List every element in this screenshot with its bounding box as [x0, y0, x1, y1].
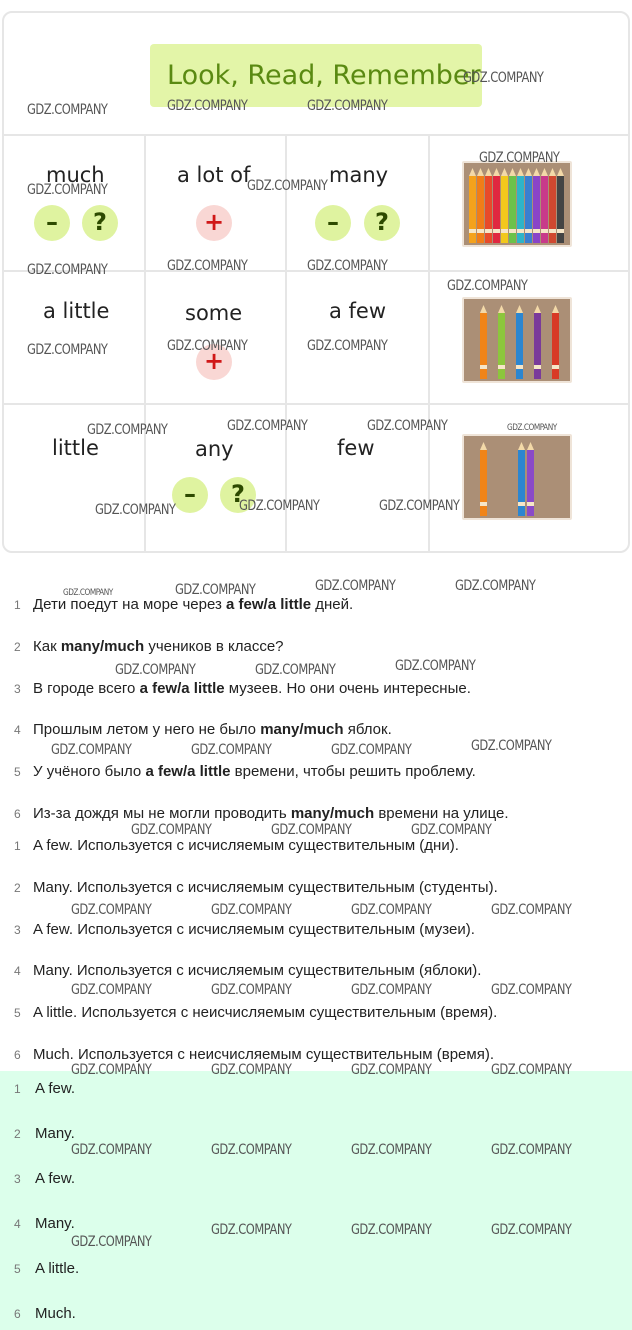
pencils-icon [464, 299, 570, 381]
watermark: GDZ.COMPANY [455, 578, 536, 594]
divider [428, 136, 430, 552]
pencil-tip-icon [552, 305, 559, 313]
pencil-band-icon [485, 229, 492, 233]
pencil-band-icon [534, 365, 541, 369]
answers-panel [0, 1071, 632, 1330]
pencil-tip-icon [533, 168, 540, 176]
watermark: GDZ.COMPANY [27, 342, 108, 358]
pencil-tip-icon [516, 305, 523, 313]
watermark: GDZ.COMPANY [27, 262, 108, 278]
pencil-tip-icon [517, 168, 524, 176]
watermark: GDZ.COMPANY [351, 982, 432, 998]
watermark: GDZ.COMPANY [27, 182, 108, 198]
page-title: Look, Read, Remember [150, 44, 482, 107]
pencil-tip-icon [498, 305, 505, 313]
watermark: GDZ.COMPANY [463, 70, 544, 86]
pencil-band-icon [533, 229, 540, 233]
watermark: GDZ.COMPANY [247, 178, 328, 194]
pencil-tip-icon [493, 168, 500, 176]
watermark: GDZ.COMPANY [491, 902, 572, 918]
watermark: GDZ.COMPANY [271, 822, 352, 838]
watermark: GDZ.COMPANY [175, 582, 256, 598]
pencil-tip-icon [480, 442, 487, 450]
watermark: GDZ.COMPANY [51, 742, 132, 758]
pencil-icon [480, 450, 487, 516]
pencil-tip-icon [477, 168, 484, 176]
word-a-little: a little [43, 299, 110, 323]
watermark: GDZ.COMPANY [479, 150, 560, 166]
pencil-icon [480, 313, 487, 379]
watermark: GDZ.COMPANY [255, 662, 336, 678]
pencil-tip-icon [469, 168, 476, 176]
watermark: GDZ.COMPANY [411, 822, 492, 838]
watermark: GDZ.COMPANY [95, 502, 176, 518]
watermark: GDZ.COMPANY [307, 338, 388, 354]
word-a-lot-of: a lot of [177, 163, 251, 187]
pencil-tip-icon [541, 168, 548, 176]
watermark: GDZ.COMPANY [491, 1062, 572, 1078]
divider [285, 136, 287, 552]
divider [2, 134, 630, 136]
watermark: GDZ.COMPANY [395, 658, 476, 674]
pencil-band-icon [525, 229, 532, 233]
pencil-band-icon [493, 229, 500, 233]
watermark: GDZ.COMPANY [491, 982, 572, 998]
pencil-icon [552, 313, 559, 379]
watermark: GDZ.COMPANY [167, 98, 248, 114]
pencil-icon [527, 450, 534, 516]
pencil-band-icon [527, 502, 534, 506]
pencil-icon [516, 313, 523, 379]
watermark: GDZ.COMPANY [87, 422, 168, 438]
pencil-band-icon [516, 365, 523, 369]
pencil-band-icon [549, 229, 556, 233]
pencil-icon [534, 313, 541, 379]
watermark: GDZ.COMPANY [471, 738, 552, 754]
pencil-band-icon [517, 229, 524, 233]
watermark: GDZ.COMPANY [307, 258, 388, 274]
watermark: GDZ.COMPANY [239, 498, 320, 514]
watermark: GDZ.COMPANY [131, 822, 212, 838]
watermark: GDZ.COMPANY [351, 902, 432, 918]
word-many: many [329, 163, 389, 187]
pencil-band-icon [480, 365, 487, 369]
pencil-band-icon [477, 229, 484, 233]
plus-icon: + [196, 344, 232, 380]
pencil-band-icon [469, 229, 476, 233]
divider [144, 136, 146, 552]
watermark: GDZ.COMPANY [71, 1142, 152, 1158]
watermark: GDZ.COMPANY [331, 742, 412, 758]
watermark: GDZ.COMPANY [71, 902, 152, 918]
pencil-band-icon [480, 502, 487, 506]
pencil-band-icon [541, 229, 548, 233]
divider [2, 403, 630, 405]
watermark: GDZ.COMPANY [351, 1222, 432, 1238]
watermark: GDZ.COMPANY [167, 338, 248, 354]
watermark: GDZ.COMPANY [211, 1222, 292, 1238]
watermark: GDZ.COMPANY [71, 982, 152, 998]
watermark: GDZ.COMPANY [115, 662, 196, 678]
pencils-icon [464, 436, 570, 518]
watermark: GDZ.COMPANY [367, 418, 448, 434]
pencil-tip-icon [518, 442, 525, 450]
watermark: GDZ.COMPANY [71, 1062, 152, 1078]
pencil-tip-icon [549, 168, 556, 176]
pencil-tip-icon [525, 168, 532, 176]
watermark: GDZ.COMPANY [351, 1142, 432, 1158]
watermark: GDZ.COMPANY [211, 982, 292, 998]
watermark: GDZ.COMPANY [71, 1234, 152, 1250]
watermark: GDZ.COMPANY [211, 1062, 292, 1078]
pencil-icon [498, 313, 505, 379]
question-icon: ? [82, 205, 118, 241]
watermark: GDZ.COMPANY [507, 423, 557, 433]
pencil-band-icon [501, 229, 508, 233]
pencil-tip-icon [509, 168, 516, 176]
pencil-tip-icon [501, 168, 508, 176]
pencil-band-icon [557, 229, 564, 233]
pencil-box-many-icon [462, 161, 572, 247]
watermark: GDZ.COMPANY [27, 102, 108, 118]
watermark: GDZ.COMPANY [63, 588, 113, 598]
word-few: few [337, 436, 375, 460]
watermark: GDZ.COMPANY [227, 418, 308, 434]
watermark: GDZ.COMPANY [167, 258, 248, 274]
word-any: any [195, 437, 234, 461]
pencil-box-few-icon [462, 434, 572, 520]
watermark: GDZ.COMPANY [191, 742, 272, 758]
word-some: some [185, 301, 243, 325]
pencil-band-icon [518, 502, 525, 506]
watermark: GDZ.COMPANY [491, 1142, 572, 1158]
pencil-tip-icon [534, 305, 541, 313]
watermark: GDZ.COMPANY [211, 902, 292, 918]
watermark: GDZ.COMPANY [211, 1142, 292, 1158]
watermark: GDZ.COMPANY [491, 1222, 572, 1238]
pencil-band-icon [498, 365, 505, 369]
plus-icon: + [196, 205, 232, 241]
question-icon: ? [364, 205, 400, 241]
pencil-band-icon [509, 229, 516, 233]
watermark: GDZ.COMPANY [315, 578, 396, 594]
word-little: little [52, 436, 99, 460]
pencil-box-some-icon [462, 297, 572, 383]
word-much: much [46, 163, 105, 187]
minus-icon: – [315, 205, 351, 241]
pencil-tip-icon [480, 305, 487, 313]
pencil-tip-icon [485, 168, 492, 176]
word-a-few: a few [329, 299, 387, 323]
watermark: GDZ.COMPANY [447, 278, 528, 294]
question-icon: ? [220, 477, 256, 513]
watermark: GDZ.COMPANY [307, 98, 388, 114]
pencil-band-icon [552, 365, 559, 369]
pencil-tip-icon [527, 442, 534, 450]
pencil-icon [518, 450, 525, 516]
pencils-icon [464, 163, 570, 245]
minus-icon: – [34, 205, 70, 241]
minus-icon: – [172, 477, 208, 513]
watermark: GDZ.COMPANY [351, 1062, 432, 1078]
watermark: GDZ.COMPANY [379, 498, 460, 514]
pencil-tip-icon [557, 168, 564, 176]
